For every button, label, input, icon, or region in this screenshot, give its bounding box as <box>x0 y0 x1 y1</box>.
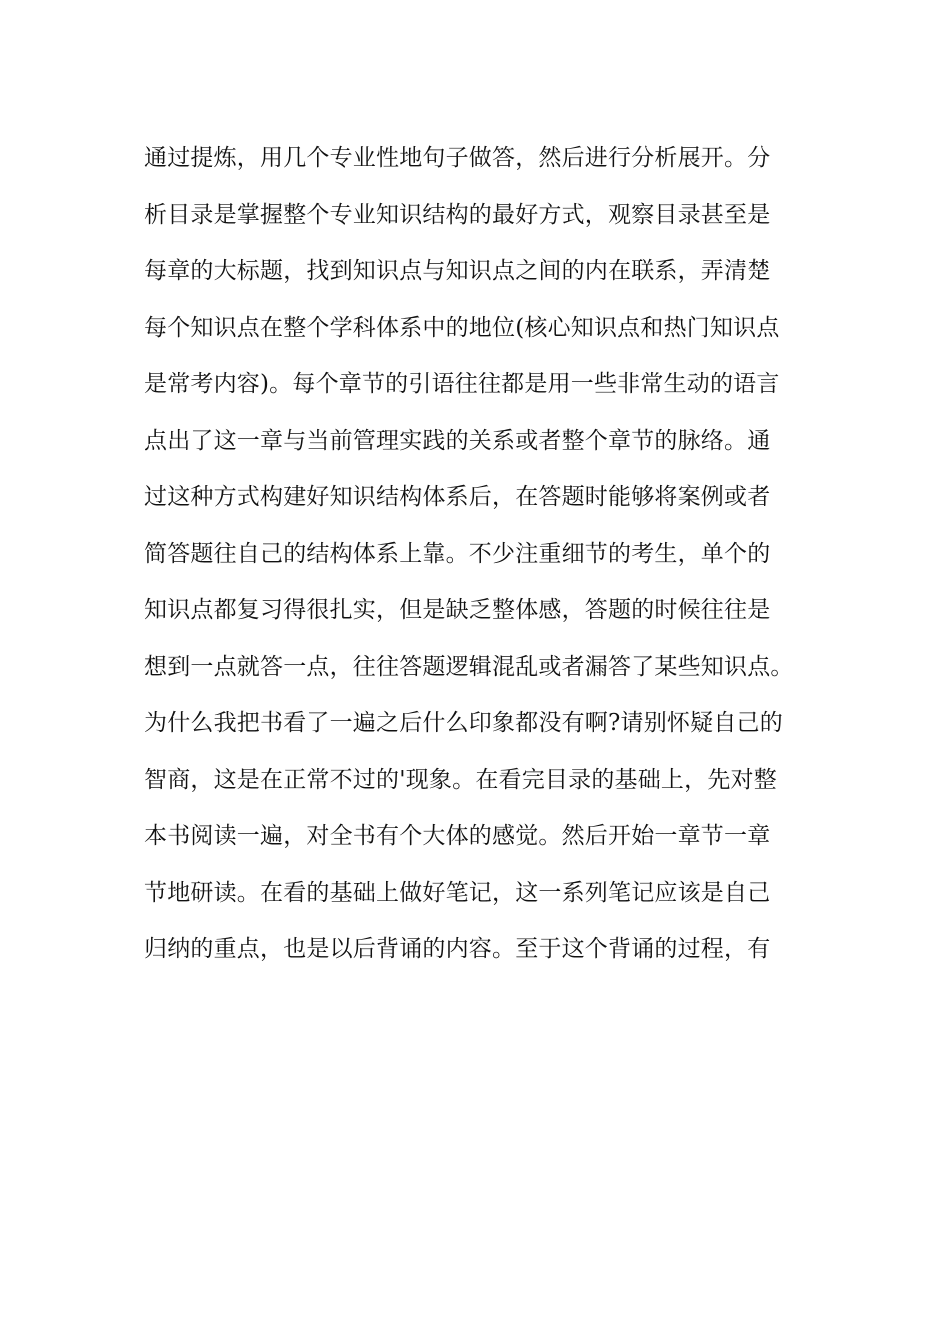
text-line: 归纳的重点，也是以后背诵的内容。至于这个背诵的过程，有 <box>144 936 771 962</box>
text-line: 想到一点就答一点，往往答题逻辑混乱或者漏答了某些知识点。 <box>144 653 794 680</box>
text-line: 知识点都复习得很扎实，但是缺乏整体感，答题的时候往往是 <box>144 597 771 623</box>
text-line: 简答题往自己的结构体系上靠。不少注重细节的考生，单个的 <box>144 540 771 567</box>
text-line: 每章的大标题，找到知识点与知识点之间的内在联系，弄清楚 <box>144 258 771 284</box>
text-line: 析目录是掌握整个专业知识结构的最好方式，观察目录甚至是 <box>144 201 771 228</box>
text-line: 智商，这是在正常不过的'现象。在看完目录的基础上，先对整 <box>144 766 777 793</box>
text-line: 为什么我把书看了一遍之后什么印象都没有啊?请别怀疑自己的 <box>144 710 783 736</box>
text-line: 通过提炼，用几个专业性地句子做答，然后进行分析展开。分 <box>144 145 771 171</box>
text-line: 是常考内容)。每个章节的引语往往都是用一些非常生动的语言 <box>144 371 780 397</box>
text-line: 过这种方式构建好知识结构体系后，在答题时能够将案例或者 <box>144 484 771 510</box>
text-line: 本书阅读一遍，对全书有个大体的感觉。然后开始一章节一章 <box>144 823 771 849</box>
body-text <box>144 130 814 978</box>
text-line: 点出了这一章与当前管理实践的关系或者整个章节的脉络。通 <box>144 427 771 454</box>
text-line: 每个知识点在整个学科体系中的地位(核心知识点和热门知识点 <box>144 314 780 341</box>
text-line: 节地研读。在看的基础上做好笔记，这一系列笔记应该是自己 <box>144 879 771 906</box>
